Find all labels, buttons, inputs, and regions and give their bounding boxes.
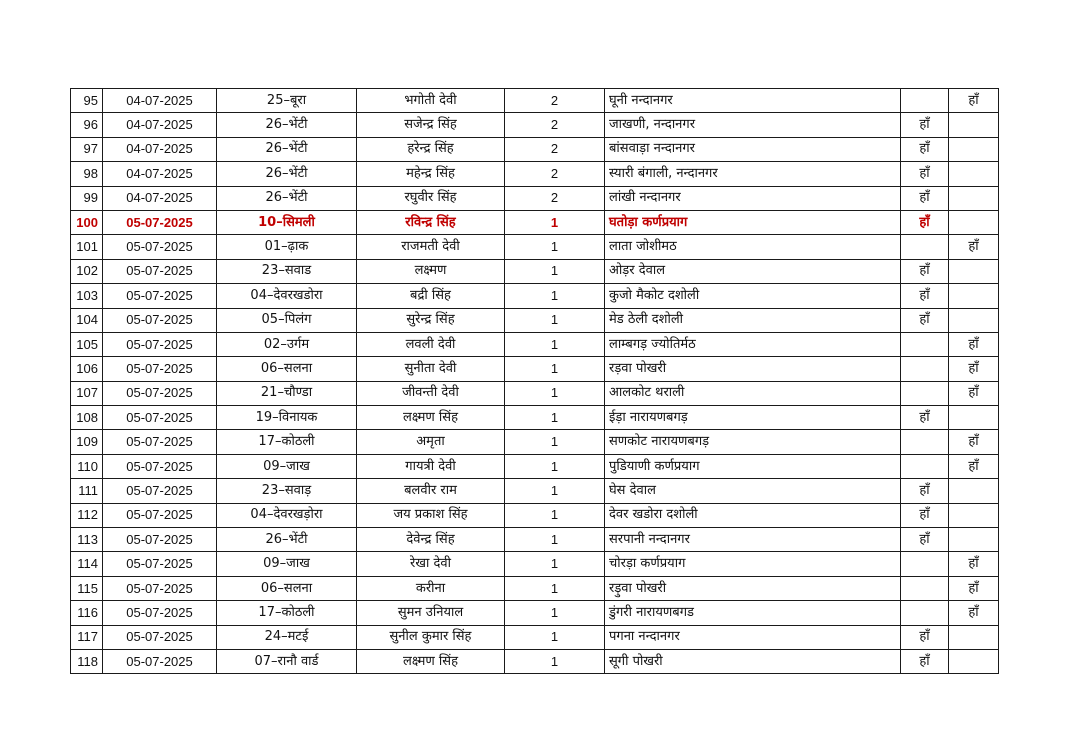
- person-name-cell: रेखा देवी: [357, 552, 505, 576]
- date-cell: 05-07-2025: [103, 259, 217, 283]
- yes-column-a-cell: [901, 601, 949, 625]
- person-name-cell: भगोती देवी: [357, 89, 505, 113]
- yes-column-b-cell: [949, 210, 999, 234]
- ward-cell: 05–पिलंग: [217, 308, 357, 332]
- person-name-cell: गायत्री देवी: [357, 454, 505, 478]
- ward-cell: 04–देवरखड़ोरा: [217, 503, 357, 527]
- address-cell: बांसवाड़ा नन्दानगर: [605, 137, 901, 161]
- yes-column-a-cell: [901, 430, 949, 454]
- ward-cell: 09–जाख: [217, 454, 357, 478]
- count-cell: 1: [505, 235, 605, 259]
- address-cell: स्यारी बंगाली, नन्दानगर: [605, 162, 901, 186]
- date-cell: 05-07-2025: [103, 625, 217, 649]
- yes-column-a-cell: [901, 576, 949, 600]
- serial-number-cell: 104: [71, 308, 103, 332]
- address-cell: लांखी नन्दानगर: [605, 186, 901, 210]
- person-name-cell: रविन्द्र सिंह: [357, 210, 505, 234]
- ward-cell: 26–भेंटी: [217, 162, 357, 186]
- address-cell: देवर खडोरा दशोली: [605, 503, 901, 527]
- yes-column-a-cell: हाँ: [901, 162, 949, 186]
- ward-cell: 06–सलना: [217, 357, 357, 381]
- yes-column-b-cell: [949, 137, 999, 161]
- address-cell: पगना नन्दानगर: [605, 625, 901, 649]
- yes-column-b-cell: हाँ: [949, 576, 999, 600]
- count-cell: 1: [505, 601, 605, 625]
- ward-cell: 19–विनायक: [217, 406, 357, 430]
- count-cell: 1: [505, 576, 605, 600]
- count-cell: 1: [505, 284, 605, 308]
- yes-column-b-cell: हाँ: [949, 235, 999, 259]
- document-sheet: [70, 88, 999, 674]
- yes-column-b-cell: हाँ: [949, 381, 999, 405]
- yes-column-a-cell: हाँ: [901, 259, 949, 283]
- ward-cell: 10–सिमली: [217, 210, 357, 234]
- date-cell: 05-07-2025: [103, 235, 217, 259]
- table-row: [71, 625, 999, 649]
- count-cell: 1: [505, 210, 605, 234]
- yes-column-b-cell: हाँ: [949, 89, 999, 113]
- date-cell: 05-07-2025: [103, 357, 217, 381]
- serial-number-cell: 98: [71, 162, 103, 186]
- date-cell: 04-07-2025: [103, 162, 217, 186]
- yes-column-a-cell: [901, 332, 949, 356]
- ward-cell: 07–रानौ वार्ड: [217, 649, 357, 673]
- table-row: [71, 406, 999, 430]
- serial-number-cell: 113: [71, 528, 103, 552]
- table-body: [71, 89, 999, 674]
- table-row: [71, 332, 999, 356]
- table-row: [71, 162, 999, 186]
- address-cell: रड़वा पोखरी: [605, 357, 901, 381]
- yes-column-a-cell: हाँ: [901, 113, 949, 137]
- serial-number-cell: 114: [71, 552, 103, 576]
- table-row: [71, 235, 999, 259]
- date-cell: 05-07-2025: [103, 576, 217, 600]
- yes-column-a-cell: हाँ: [901, 308, 949, 332]
- serial-number-cell: 95: [71, 89, 103, 113]
- yes-column-b-cell: [949, 259, 999, 283]
- yes-column-b-cell: हाँ: [949, 601, 999, 625]
- table-row: [71, 381, 999, 405]
- yes-column-b-cell: हाँ: [949, 357, 999, 381]
- serial-number-cell: 100: [71, 210, 103, 234]
- yes-column-b-cell: हाँ: [949, 332, 999, 356]
- date-cell: 05-07-2025: [103, 308, 217, 332]
- address-cell: घूनी नन्दानगर: [605, 89, 901, 113]
- ward-cell: 02–उर्गम: [217, 332, 357, 356]
- count-cell: 1: [505, 308, 605, 332]
- serial-number-cell: 112: [71, 503, 103, 527]
- address-cell: घेस देवाल: [605, 479, 901, 503]
- address-cell: चोरड़ा कर्णप्रयाग: [605, 552, 901, 576]
- yes-column-a-cell: हाँ: [901, 186, 949, 210]
- address-cell: सणकोट नारायणबगड़: [605, 430, 901, 454]
- date-cell: 05-07-2025: [103, 332, 217, 356]
- yes-column-a-cell: [901, 552, 949, 576]
- date-cell: 04-07-2025: [103, 186, 217, 210]
- person-name-cell: लक्ष्मण: [357, 259, 505, 283]
- address-cell: लाता जोशीमठ: [605, 235, 901, 259]
- date-cell: 05-07-2025: [103, 552, 217, 576]
- yes-column-b-cell: [949, 186, 999, 210]
- date-cell: 05-07-2025: [103, 284, 217, 308]
- beneficiary-table: [70, 88, 999, 674]
- yes-column-a-cell: हाँ: [901, 137, 949, 161]
- count-cell: 1: [505, 357, 605, 381]
- address-cell: जाखणी, नन्दानगर: [605, 113, 901, 137]
- person-name-cell: बद्री सिंह: [357, 284, 505, 308]
- count-cell: 2: [505, 113, 605, 137]
- count-cell: 1: [505, 430, 605, 454]
- serial-number-cell: 103: [71, 284, 103, 308]
- yes-column-a-cell: [901, 357, 949, 381]
- count-cell: 1: [505, 479, 605, 503]
- serial-number-cell: 117: [71, 625, 103, 649]
- count-cell: 1: [505, 259, 605, 283]
- serial-number-cell: 109: [71, 430, 103, 454]
- serial-number-cell: 97: [71, 137, 103, 161]
- date-cell: 05-07-2025: [103, 454, 217, 478]
- serial-number-cell: 101: [71, 235, 103, 259]
- ward-cell: 23–सवाड़: [217, 479, 357, 503]
- serial-number-cell: 115: [71, 576, 103, 600]
- serial-number-cell: 111: [71, 479, 103, 503]
- person-name-cell: अमृता: [357, 430, 505, 454]
- address-cell: सरपानी नन्दानगर: [605, 528, 901, 552]
- count-cell: 1: [505, 625, 605, 649]
- serial-number-cell: 102: [71, 259, 103, 283]
- yes-column-b-cell: [949, 308, 999, 332]
- person-name-cell: राजमती देवी: [357, 235, 505, 259]
- ward-cell: 26–भेंटी: [217, 113, 357, 137]
- person-name-cell: सुनील कुमार सिंह: [357, 625, 505, 649]
- count-cell: 1: [505, 552, 605, 576]
- ward-cell: 01–ढ़ाक: [217, 235, 357, 259]
- serial-number-cell: 96: [71, 113, 103, 137]
- yes-column-b-cell: [949, 113, 999, 137]
- date-cell: 04-07-2025: [103, 137, 217, 161]
- yes-column-a-cell: [901, 89, 949, 113]
- date-cell: 05-07-2025: [103, 649, 217, 673]
- ward-cell: 06–सलना: [217, 576, 357, 600]
- yes-column-b-cell: [949, 625, 999, 649]
- yes-column-b-cell: हाँ: [949, 430, 999, 454]
- person-name-cell: लक्ष्मण सिंह: [357, 649, 505, 673]
- count-cell: 1: [505, 503, 605, 527]
- yes-column-a-cell: हाँ: [901, 284, 949, 308]
- table-row: [71, 284, 999, 308]
- table-row: [71, 528, 999, 552]
- person-name-cell: देवेन्द्र सिंह: [357, 528, 505, 552]
- table-row: [71, 479, 999, 503]
- address-cell: ओड़र देवाल: [605, 259, 901, 283]
- address-cell: मेड ठेली दशोली: [605, 308, 901, 332]
- address-cell: रड़ुवा पोखरी: [605, 576, 901, 600]
- ward-cell: 04–देवरखडोरा: [217, 284, 357, 308]
- count-cell: 1: [505, 649, 605, 673]
- count-cell: 1: [505, 528, 605, 552]
- person-name-cell: जय प्रकाश सिंह: [357, 503, 505, 527]
- table-row: [71, 308, 999, 332]
- ward-cell: 26–भेंटी: [217, 528, 357, 552]
- address-cell: डुंगरी नारायणबगड: [605, 601, 901, 625]
- count-cell: 2: [505, 162, 605, 186]
- yes-column-a-cell: [901, 381, 949, 405]
- count-cell: 1: [505, 454, 605, 478]
- table-row: [71, 210, 999, 234]
- date-cell: 04-07-2025: [103, 113, 217, 137]
- yes-column-b-cell: [949, 528, 999, 552]
- count-cell: 1: [505, 406, 605, 430]
- table-row: [71, 89, 999, 113]
- ward-cell: 23–सवाड: [217, 259, 357, 283]
- ward-cell: 17–कोठली: [217, 430, 357, 454]
- person-name-cell: सुमन उनियाल: [357, 601, 505, 625]
- ward-cell: 26–भेंटी: [217, 186, 357, 210]
- date-cell: 04-07-2025: [103, 89, 217, 113]
- person-name-cell: सजेन्द्र सिंह: [357, 113, 505, 137]
- serial-number-cell: 105: [71, 332, 103, 356]
- date-cell: 05-07-2025: [103, 210, 217, 234]
- yes-column-a-cell: [901, 235, 949, 259]
- table-row: [71, 576, 999, 600]
- count-cell: 2: [505, 186, 605, 210]
- date-cell: 05-07-2025: [103, 601, 217, 625]
- date-cell: 05-07-2025: [103, 406, 217, 430]
- person-name-cell: सुनीता देवी: [357, 357, 505, 381]
- date-cell: 05-07-2025: [103, 528, 217, 552]
- address-cell: घतोड़ा कर्णप्रयाग: [605, 210, 901, 234]
- table-row: [71, 137, 999, 161]
- person-name-cell: सुरेन्द्र सिंह: [357, 308, 505, 332]
- address-cell: आलकोट थराली: [605, 381, 901, 405]
- table-row: [71, 357, 999, 381]
- person-name-cell: बलवीर राम: [357, 479, 505, 503]
- count-cell: 1: [505, 381, 605, 405]
- ward-cell: 17–कोठली: [217, 601, 357, 625]
- person-name-cell: लक्ष्मण सिंह: [357, 406, 505, 430]
- count-cell: 2: [505, 89, 605, 113]
- table-row: [71, 552, 999, 576]
- serial-number-cell: 118: [71, 649, 103, 673]
- yes-column-b-cell: हाँ: [949, 552, 999, 576]
- ward-cell: 09–जाख: [217, 552, 357, 576]
- table-row: [71, 649, 999, 673]
- table-row: [71, 186, 999, 210]
- table-row: [71, 113, 999, 137]
- address-cell: सूगी पोखरी: [605, 649, 901, 673]
- person-name-cell: करीना: [357, 576, 505, 600]
- yes-column-b-cell: [949, 649, 999, 673]
- yes-column-b-cell: [949, 284, 999, 308]
- yes-column-a-cell: हाँ: [901, 406, 949, 430]
- count-cell: 1: [505, 332, 605, 356]
- date-cell: 05-07-2025: [103, 503, 217, 527]
- yes-column-a-cell: हाँ: [901, 210, 949, 234]
- yes-column-b-cell: हाँ: [949, 454, 999, 478]
- table-row: [71, 601, 999, 625]
- table-row: [71, 503, 999, 527]
- yes-column-a-cell: हाँ: [901, 649, 949, 673]
- yes-column-b-cell: [949, 162, 999, 186]
- serial-number-cell: 108: [71, 406, 103, 430]
- ward-cell: 26–भेंटी: [217, 137, 357, 161]
- table-row: [71, 259, 999, 283]
- person-name-cell: हरेन्द्र सिंह: [357, 137, 505, 161]
- address-cell: ईड़ा नारायणबगड़: [605, 406, 901, 430]
- ward-cell: 24–मटई: [217, 625, 357, 649]
- date-cell: 05-07-2025: [103, 479, 217, 503]
- address-cell: लाम्बगड़ ज्योतिर्मठ: [605, 332, 901, 356]
- count-cell: 2: [505, 137, 605, 161]
- yes-column-b-cell: [949, 503, 999, 527]
- yes-column-a-cell: [901, 454, 949, 478]
- yes-column-b-cell: [949, 479, 999, 503]
- yes-column-a-cell: हाँ: [901, 625, 949, 649]
- serial-number-cell: 107: [71, 381, 103, 405]
- yes-column-b-cell: [949, 406, 999, 430]
- serial-number-cell: 116: [71, 601, 103, 625]
- address-cell: कुजो मैकोट दशोली: [605, 284, 901, 308]
- table-row: [71, 454, 999, 478]
- address-cell: पुडियाणी कर्णप्रयाग: [605, 454, 901, 478]
- serial-number-cell: 99: [71, 186, 103, 210]
- yes-column-a-cell: हाँ: [901, 479, 949, 503]
- table-row: [71, 430, 999, 454]
- serial-number-cell: 110: [71, 454, 103, 478]
- ward-cell: 21–चौण्डा: [217, 381, 357, 405]
- person-name-cell: जीवन्ती देवी: [357, 381, 505, 405]
- date-cell: 05-07-2025: [103, 381, 217, 405]
- serial-number-cell: 106: [71, 357, 103, 381]
- person-name-cell: रघुवीर सिंह: [357, 186, 505, 210]
- ward-cell: 25–बूरा: [217, 89, 357, 113]
- person-name-cell: महेन्द्र सिंह: [357, 162, 505, 186]
- person-name-cell: लवली देवी: [357, 332, 505, 356]
- yes-column-a-cell: हाँ: [901, 528, 949, 552]
- date-cell: 05-07-2025: [103, 430, 217, 454]
- yes-column-a-cell: हाँ: [901, 503, 949, 527]
